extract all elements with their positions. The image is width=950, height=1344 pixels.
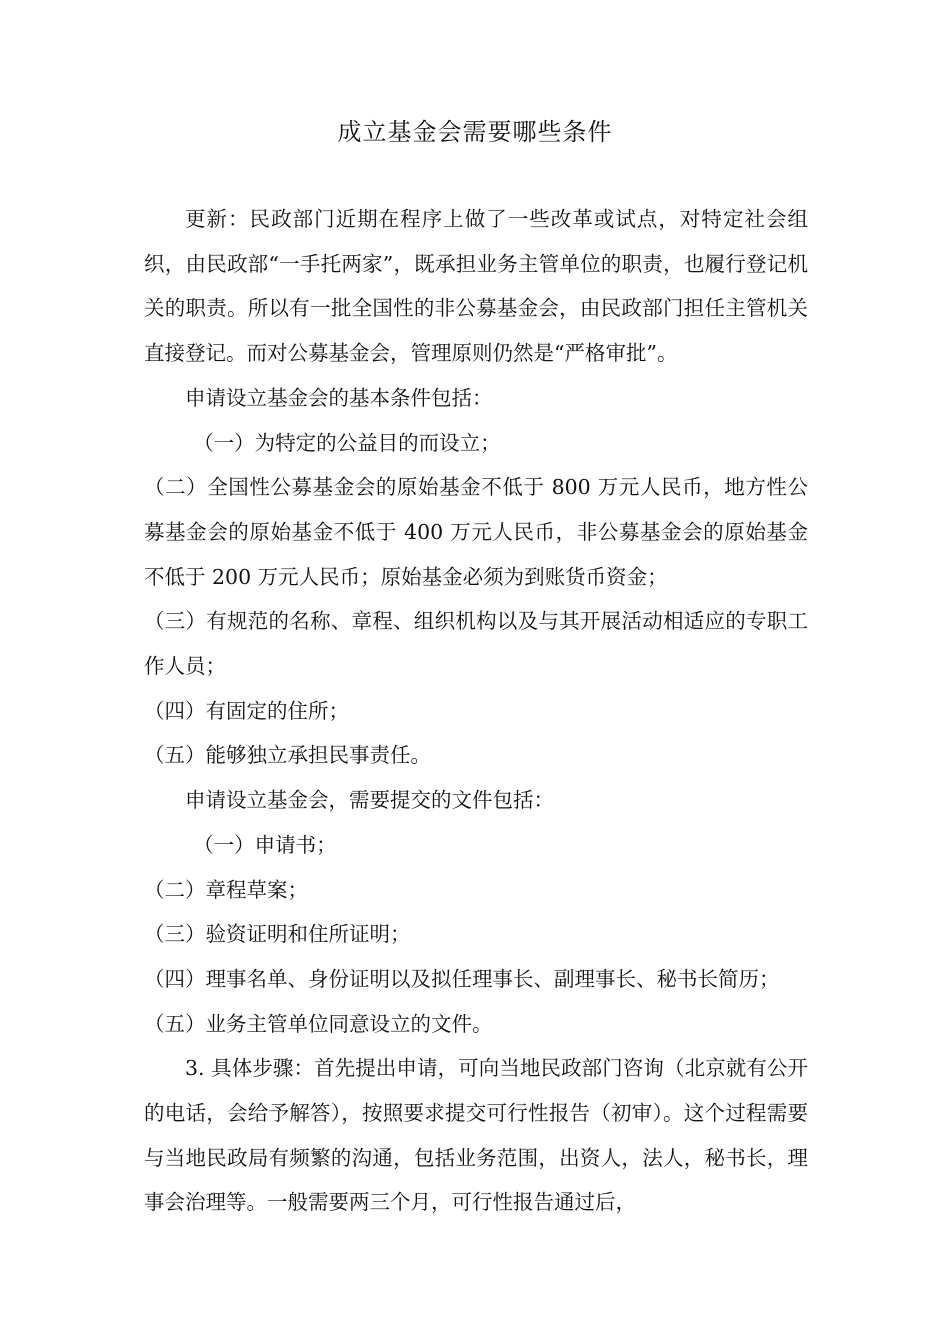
- condition-item-1: （一）为特定的公益目的而设立；: [193, 430, 501, 455]
- paragraph-basic-conditions-heading: 申请设立基金会的基本条件包括：: [185, 385, 493, 410]
- document-body: [144, 197, 808, 1225]
- condition-item-2: （二）全国性公募基金会的原始基金不低于 800 万元人民币，地方性公募基金会的原始基金不低于 400 万元人民币，非公募基金会的原始基金不低于 200 万元人民币；原始基金必须为到账货币资金；: [144, 475, 808, 589]
- document-item-3: （三）验资证明和住所证明；: [144, 922, 411, 947]
- paragraph-update-note: 更新：民政部门近期在程序上做了一些改革或试点，对特定社会组织，由民政部“一手托两家”，既承担业务主管单位的职责，也履行登记机关的职责。所以有一批全国性的非公募基金会，由民政部门担任主管机关直接登记。而对公募基金会，管理原则仍然是“严格审批”。: [144, 207, 808, 366]
- document-item-4: （四）理事名单、身份证明以及拟任理事长、副理事长、秘书长简历；: [144, 966, 780, 991]
- condition-item-5: （五）能够独立承担民事责任。: [144, 743, 431, 768]
- document-item-2: （二）章程草案；: [144, 877, 308, 902]
- document-item-1: （一）申请书；: [193, 832, 337, 857]
- document-title: 成立基金会需要哪些条件: [337, 118, 613, 146]
- condition-item-3: （三）有规范的名称、章程、组织机构以及与其开展活动相适应的专职工作人员；: [144, 609, 808, 679]
- document-item-5: （五）业务主管单位同意设立的文件。: [144, 1011, 493, 1036]
- condition-item-4: （四）有固定的住所；: [144, 698, 349, 723]
- paragraph-specific-steps: 3. 具体步骤：首先提出申请，可向当地民政部门咨询（北京就有公开的电话，会给予解答），按照要求提交可行性报告（初审）。这个过程需要与当地民政局有频繁的沟通，包括业务范围，出资人，法人，秘书长，理事会治理等。一般需要两三个月，可行性报告通过后，: [144, 1056, 808, 1215]
- paragraph-required-documents-heading: 申请设立基金会，需要提交的文件包括：: [185, 788, 554, 813]
